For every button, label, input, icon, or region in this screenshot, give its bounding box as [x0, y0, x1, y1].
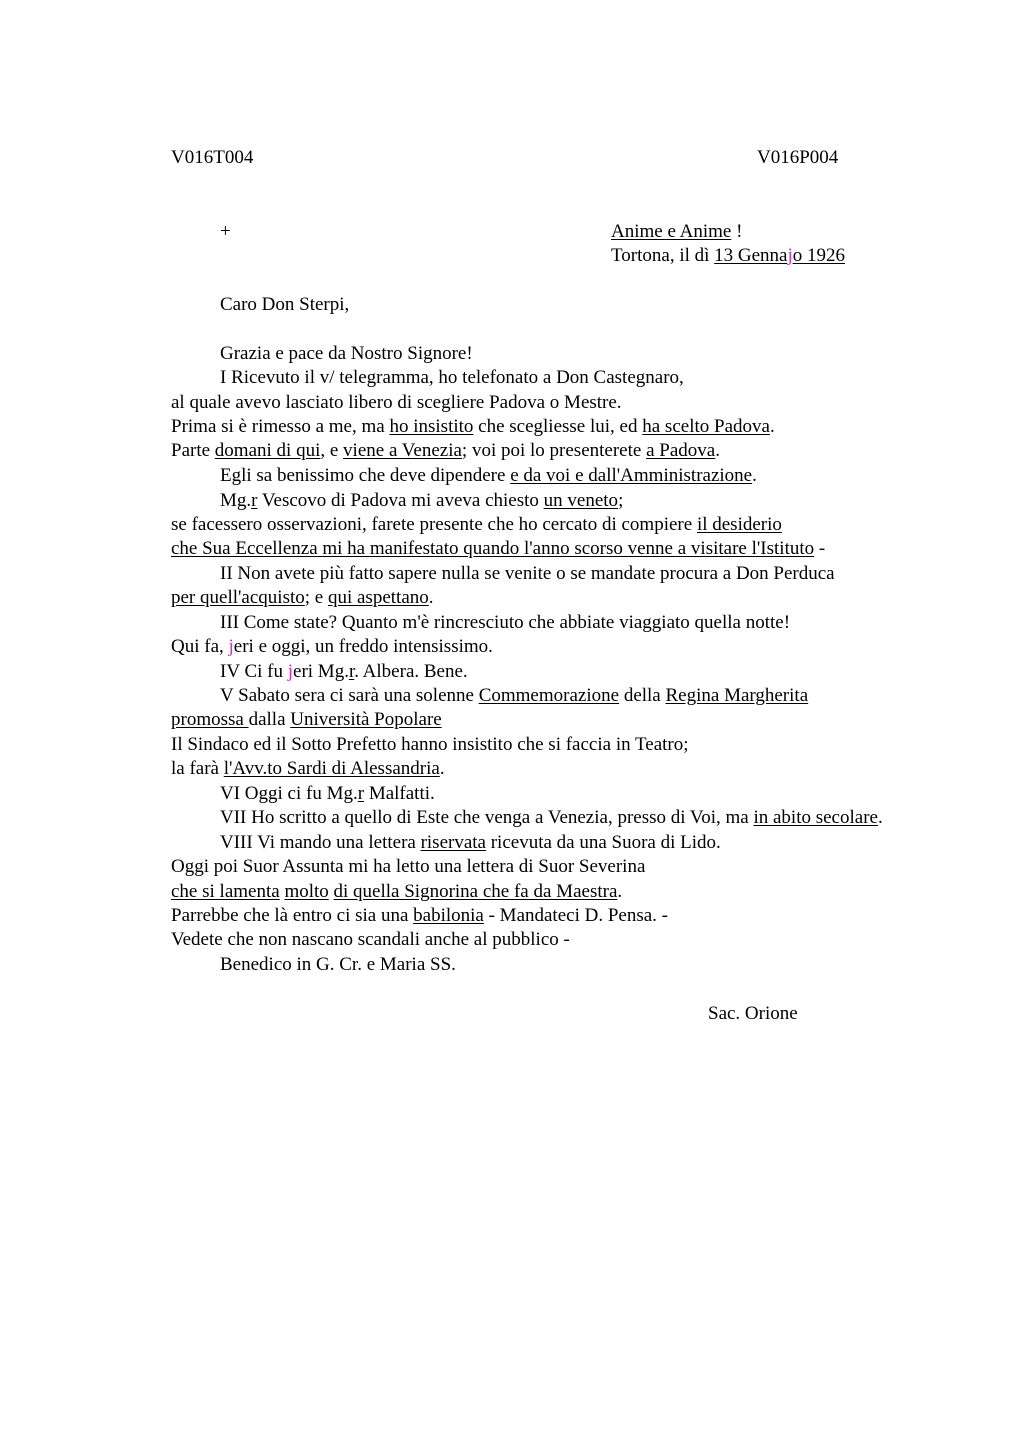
underlined-seg: e da voi e dall'Amministrazione [510, 465, 753, 486]
signature: Sac. Orione [708, 1003, 798, 1024]
underlined-seg: l'Avv.to Sardi di Alessandria [223, 758, 440, 779]
seg: V Sabato sera ci sarà una solenne [220, 685, 479, 706]
seg: , e [320, 440, 344, 461]
seg: ; e [304, 587, 328, 608]
line-19 [220, 783, 435, 805]
line-02: I Ricevuto il v/ telegramma, ho telefonato a Don Castegnaro, [220, 367, 684, 388]
salutation: Caro Don Sterpi, [220, 294, 350, 315]
underlined-seg: il desiderio [696, 514, 782, 535]
seg: Malfatti. [364, 783, 435, 804]
seg: della [619, 685, 666, 706]
seg: ; voi poi lo presenterete [461, 440, 647, 461]
j-highlight: j [287, 661, 294, 682]
seg: ; [618, 490, 624, 511]
underlined-seg: molto [284, 881, 329, 902]
seg: Parrebbe che là entro ci sia una [171, 905, 414, 926]
seg: Mg. [220, 490, 252, 511]
seg: . [715, 440, 720, 461]
seg: la farà [171, 758, 224, 779]
underlined-seg: riservata [420, 832, 486, 853]
seg: IV Ci fu [220, 661, 288, 682]
line-11 [171, 587, 434, 609]
line-08 [171, 514, 782, 536]
line-03: al quale avevo lasciato libero di scegliere Padova o Mestre. [171, 392, 622, 413]
underlined-seg: qui aspettano [327, 587, 429, 608]
underlined-seg: r [357, 783, 365, 804]
seg: Prima si è rimesso a me, ma [171, 416, 390, 437]
line-15 [220, 685, 808, 707]
underlined-seg: ho insistito [389, 416, 474, 437]
seg: dalla [248, 709, 291, 730]
underlined-seg: r [251, 490, 258, 511]
underlined-seg: ha scelto Padova [642, 416, 770, 437]
underlined-seg: babilonia [413, 905, 484, 926]
underlined-seg: viene a Venezia [343, 440, 462, 461]
date-text [714, 245, 845, 266]
line-18 [171, 758, 445, 780]
underlined-seg: r [348, 661, 355, 682]
line-04 [171, 416, 775, 438]
line-01: Grazia e pace da Nostro Signore! [220, 343, 473, 364]
date-j-highlight: j [787, 245, 793, 266]
underlined-seg: a Padova [646, 440, 716, 461]
underlined-seg: che si lamenta [171, 881, 280, 902]
line-26: Benedico in G. Cr. e Maria SS. [220, 954, 456, 975]
seg: . Albera. Bene. [354, 661, 468, 682]
seg: Parte [171, 440, 215, 461]
line-20 [220, 807, 883, 829]
place-date [611, 245, 845, 267]
date-part-2: o 1926 [792, 245, 846, 266]
letter-title [611, 221, 742, 243]
underlined-seg: di quella Signorina che fa da Maestra [333, 881, 618, 902]
line-14 [220, 661, 468, 683]
place-prefix: Tortona, il dì [611, 245, 715, 266]
underlined-seg: per quell'acquisto [171, 587, 305, 608]
line-12: III Come state? Quanto m'è rincresciuto che abbiate viaggiato quella notte! [220, 612, 791, 633]
line-16 [171, 709, 442, 731]
seg: ricevuta da una Suora di Lido. [485, 832, 721, 853]
line-05 [171, 440, 720, 462]
seg: - Mandateci D. Pensa. - [483, 905, 668, 926]
seg: che scegliesse lui, ed [473, 416, 643, 437]
document-code-right: V016P004 [757, 147, 839, 168]
seg: . [428, 587, 434, 608]
line-17: Il Sindaco ed il Sotto Prefetto hanno insistito che si faccia in Teatro; [171, 734, 689, 755]
seg: - [814, 538, 826, 559]
document-code-left: V016T004 [171, 147, 254, 168]
underlined-seg: domani di qui [214, 440, 321, 461]
j-highlight: j [228, 636, 234, 657]
underlined-seg: che Sua Eccellenza mi ha manifestato quando l'anno scorso venne a visitare l'Istituto [171, 538, 815, 559]
line-09 [171, 538, 825, 560]
seg: VII Ho scritto a quello di Este che venga a Venezia, presso di Voi, ma [220, 807, 754, 828]
seg: VI Oggi ci fu Mg. [220, 783, 358, 804]
seg: se facessero osservazioni, farete presente che ho cercato di compiere [171, 514, 697, 535]
line-13 [171, 636, 493, 658]
line-10: II Non avete più fatto sapere nulla se venite o se mandate procura a Don Perduca [220, 563, 835, 584]
seg: VIII Vi mando una lettera [220, 832, 421, 853]
cross-mark: + [220, 221, 231, 242]
title-mark: ! [731, 221, 743, 242]
line-07 [220, 490, 623, 512]
seg: Qui fa, [171, 636, 229, 657]
seg: eri Mg. [293, 661, 349, 682]
seg: . [769, 416, 775, 437]
line-06 [220, 465, 757, 487]
date-part-1: 13 Genna [714, 245, 788, 266]
underlined-seg: in abito secolare [753, 807, 878, 828]
line-22: Oggi poi Suor Assunta mi ha letto una lettera di Suor Severina [171, 856, 646, 877]
line-21 [220, 832, 721, 854]
underlined-seg: Regina Margherita [665, 685, 809, 706]
underlined-seg: un veneto [543, 490, 619, 511]
line-23 [171, 881, 622, 903]
line-24 [171, 905, 668, 927]
seg: . [752, 465, 757, 486]
underlined-seg: Università Popolare [290, 709, 442, 730]
underlined-seg: Commemorazione [478, 685, 620, 706]
title-underlined: Anime e Anime [611, 221, 732, 242]
seg: . [877, 807, 883, 828]
underlined-seg: promossa [171, 709, 249, 730]
seg: Egli sa benissimo che deve dipendere [220, 465, 511, 486]
line-25: Vedete che non nascano scandali anche al pubblico - [171, 929, 570, 950]
seg: . [439, 758, 445, 779]
seg: Vescovo di Padova mi aveva chiesto [257, 490, 544, 511]
seg: eri e oggi, un freddo intensissimo. [233, 636, 493, 657]
seg: . [617, 881, 623, 902]
